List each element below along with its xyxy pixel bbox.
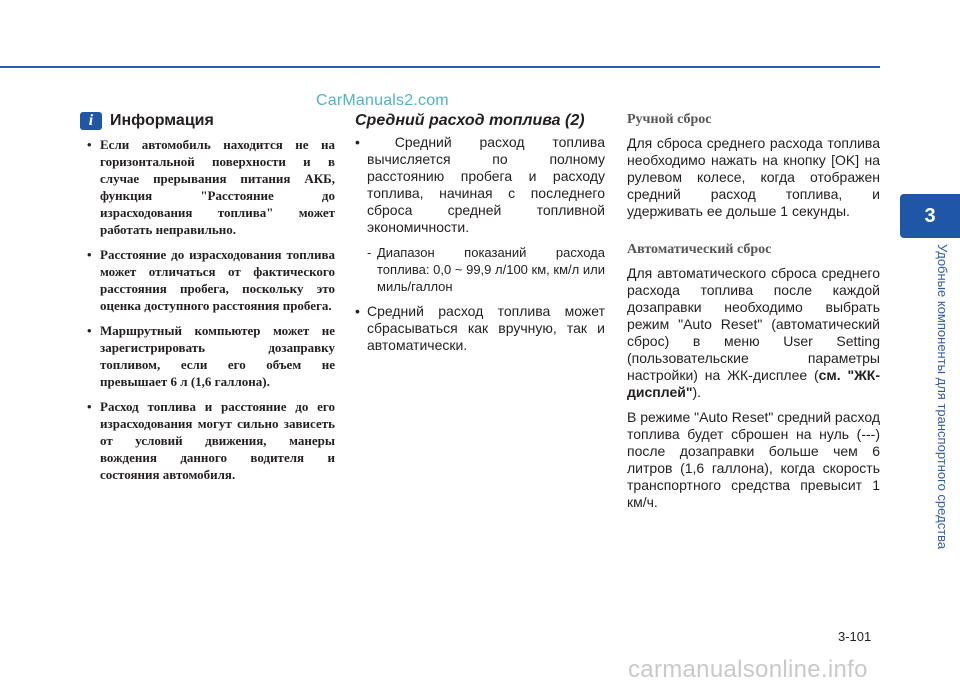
info-list [80,136,335,483]
range-sub-item [367,244,605,295]
page-number: 3-101 [838,629,872,644]
auto-reset-text-after: ). [692,384,702,400]
lcd-reference: см. "ЖК-дисплей" [627,367,880,400]
auto-reset-text-before: Для автоматического сброса среднего расхода топлива после каждой дозаправки необходимо выбрать режим "Auto Reset" (автоматический сброс) в меню User Setting (пользовательские параметры настройки) на ЖК-дисплее ( [627,265,880,383]
manual-reset-heading: Ручной сброс [627,112,712,127]
reset-column [627,112,880,519]
info-item: • Расстояние до израсходования топлива может отличаться от фактического расстояния пробега, поскольку это оценка доступного расстояния пробега. [80,246,335,314]
average-list [355,134,605,354]
info-item: • Расход топлива и расстояние до его израсходования могут сильно зависеть от условий движения, манеры вождения данного водителя и состояния автомобиля. [80,398,335,483]
range-text: Диапазон показаний расхода топлива: 0,0 ~ 99,9 л/100 км, км/л или миль/галлон [377,245,605,294]
auto-reset-text-2: В режиме "Auto Reset" средний расход топлива будет сброшен на нуль (---) после дозаправки больше чем 6 литров (1,6 галлона), когда скорость транспортного средства превысит 1 км/ч. [627,409,880,510]
average-item-text: Средний расход топлива вычисляется по полному расстоянию пробега и расходу топлива, начиная с последнего сброса средней топливной экономичности. [367,134,605,235]
average-column [355,112,605,362]
dash: - [367,245,372,260]
manual-reset-text: Для сброса среднего расхода топлива необходимо нажать на кнопку [OK] на рулевом колесе, когда отображен средний расход топлива, и удерживать ее дольше 1 секунды. [627,135,880,219]
info-item: • Если автомобиль находится не на горизонтальной поверхности и в случае прерывания питания АКБ, функция "Расстояние до израсходования топлива" может работать неправильно. [80,136,335,238]
info-icon: i [80,112,102,130]
section-title: Средний расход топлива (2) [355,112,585,129]
info-item: • Маршрутный компьютер может не зарегистрировать дозаправку топливом, если его объем не превышает 6 л (1,6 галлона). [80,322,335,390]
header-rule [0,66,880,68]
average-item [355,134,605,295]
info-header [80,112,335,130]
auto-reset-text-1 [627,265,880,401]
auto-reset-heading: Автоматический сброс [627,242,772,257]
watermark-bottom: carmanualsonline.info [628,656,868,683]
watermark-top: CarManuals2.com [316,92,449,109]
info-title: Информация [110,112,214,129]
info-column [80,112,335,491]
chapter-tab: 3 [900,194,960,238]
chapter-title: Удобные компоненты для транспортного средства [935,244,950,550]
average-item: • Средний расход топлива может сбрасываться как вручную, так и автоматически. [355,303,605,354]
